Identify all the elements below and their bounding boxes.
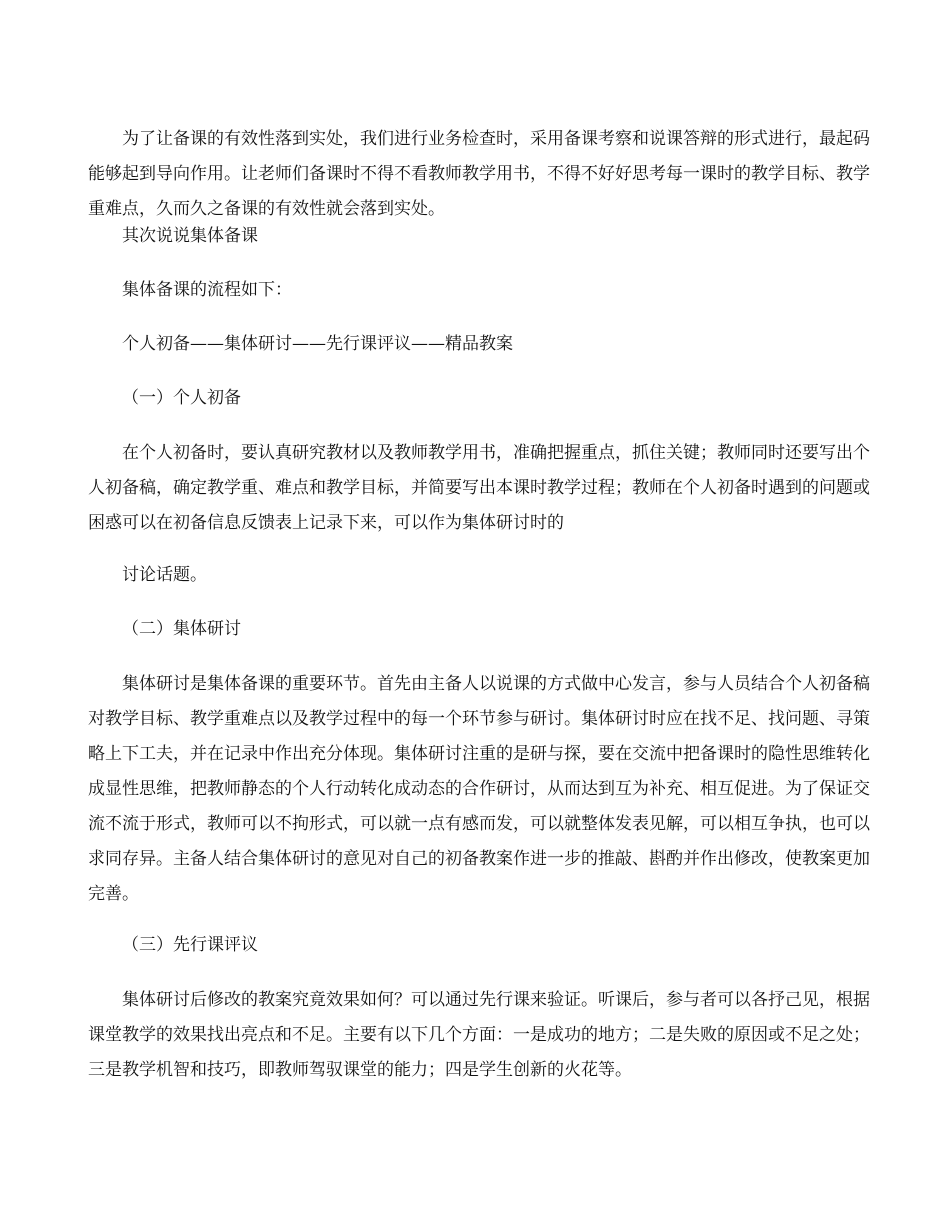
section-heading-individual-prep: （一）个人初备	[122, 388, 241, 408]
paragraph-collective-prep-intro: 其次说说集体备课	[122, 226, 258, 246]
paragraph-discussion-topic: 讨论话题。	[122, 565, 207, 585]
paragraph-pilot-lesson-review: 集体研讨后修改的教案究竟效果如何？可以通过先行课来验证。听课后，参与者可以各抒己见，根据课堂教学的效果找出亮点和不足。主要有以下几个方面：一是成功的地方；二是失败的原因或不足之处；三是教学机智和技巧，即教师驾驭课堂的能力；四是学生创新的火花等。	[88, 990, 870, 1080]
paragraph-collective-discussion: 集体研讨是集体备课的重要环节。首先由主备人以说课的方式做中心发言，参与人员结合个人初备稿对教学目标、教学重难点以及教学过程中的每一个环节参与研讨。集体研讨时应在找不足、找问题、寻策略上下工夫，并在记录中作出充分体现。集体研讨注重的是研与探，要在交流中把备课时的隐性思维转化成显性思维，把教师静态的个人行动转化成动态的合作研讨，从而达到互为补充、相互促进。为了保证交流不流于形式，教师可以不拘形式，可以就一点有感而发，可以就整体发表见解，可以相互争执，也可以求同存异。主备人结合集体研讨的意见对自己的初备教案作进一步的推敲、斟酌并作出修改，使教案更加完善。	[88, 674, 870, 904]
paragraph-process-intro: 集体备课的流程如下：	[122, 280, 292, 300]
section-heading-collective-discussion: （二）集体研讨	[122, 619, 241, 639]
section-heading-pilot-lesson-review: （三）先行课评议	[122, 935, 258, 955]
paragraph-process-flow: 个人初备——集体研讨——先行课评议——精品教案	[122, 334, 513, 354]
paragraph-lesson-prep-effectiveness: 为了让备课的有效性落到实处，我们进行业务检查时，采用备课考察和说课答辩的形式进行，最起码能够起到导向作用。让老师们备课时不得不看教师教学用书，不得不好好思考每一课时的教学目标、教学重难点，久而久之备课的有效性就会落到实处。	[88, 129, 870, 219]
paragraph-individual-prep: 在个人初备时，要认真研究教材以及教师教学用书，准确把握重点，抓住关键；教师同时还要写出个人初备稿，确定教学重、难点和教学目标，并简要写出本课时教学过程；教师在个人初备时遇到的问题或困惑可以在初备信息反馈表上记录下来，可以作为集体研讨时的	[88, 443, 870, 533]
